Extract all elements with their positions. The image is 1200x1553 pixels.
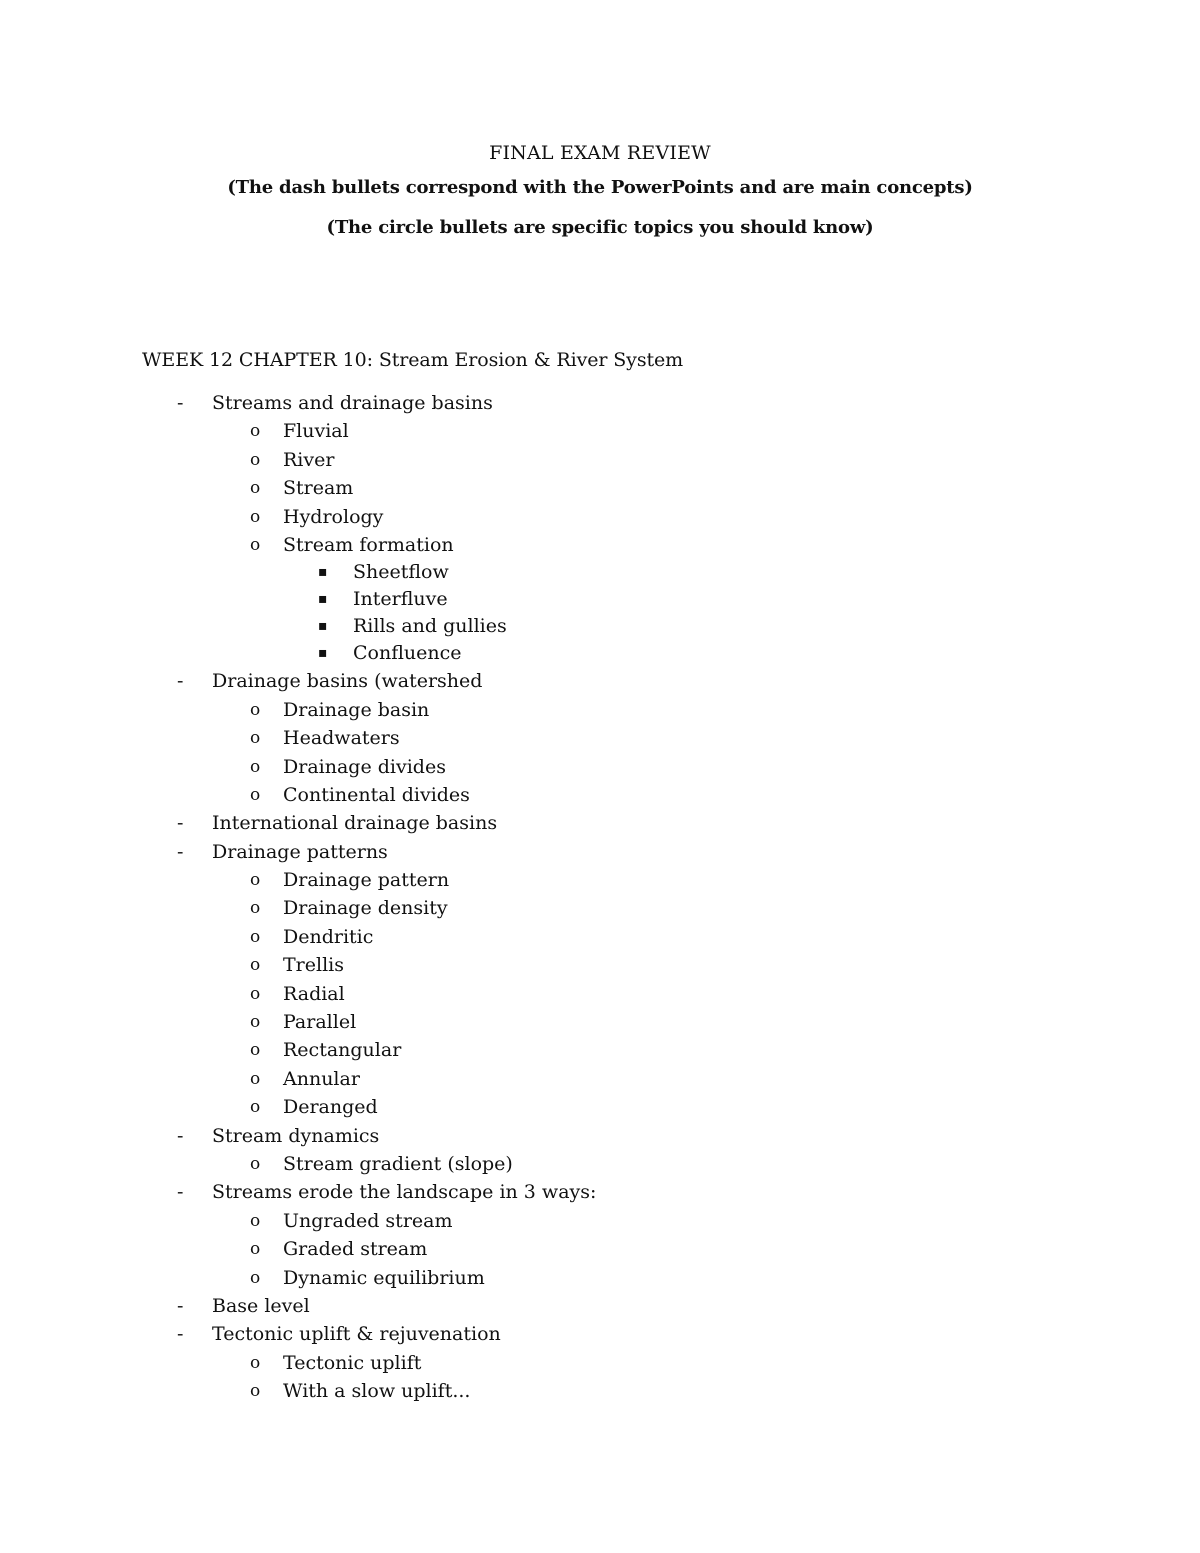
subtitle-circle-bullets: (The circle bullets are specific topics you should know) xyxy=(326,217,874,238)
outline-item-level-2 xyxy=(142,1349,1142,1377)
outline-item-text: Headwaters xyxy=(283,727,400,750)
outline-item-text: Drainage patterns xyxy=(212,840,388,863)
outline-item-level-2 xyxy=(142,1065,1142,1093)
outline-item-text: Ungraded stream xyxy=(283,1209,453,1232)
outline-item-level-2 xyxy=(142,1036,1142,1064)
subtitle-dash-bullets: (The dash bullets correspond with the PowerPoints and are main concepts) xyxy=(227,177,973,198)
circle-bullet: o xyxy=(250,1352,261,1373)
circle-bullet: o xyxy=(250,983,261,1004)
outline-item-text: Tectonic uplift & rejuvenation xyxy=(212,1323,501,1346)
outline-item-level-2 xyxy=(142,417,1142,445)
page-title: FINAL EXAM REVIEW xyxy=(489,142,711,164)
circle-bullet: o xyxy=(250,1239,261,1260)
outline-item-text: Stream formation xyxy=(283,533,454,556)
dash-bullet: - xyxy=(177,670,184,693)
outline-item-text: Drainage basins (watershed xyxy=(212,670,483,693)
square-bullet: ▪ xyxy=(318,591,328,608)
circle-bullet: o xyxy=(250,1040,261,1061)
outline-item-level-2 xyxy=(142,446,1142,474)
outline-item-level-2 xyxy=(142,1264,1142,1292)
outline-item-text: International drainage basins xyxy=(212,812,498,835)
outline-item-text: Stream dynamics xyxy=(212,1124,380,1147)
outline-item-text: Dynamic equilibrium xyxy=(283,1266,485,1289)
circle-bullet: o xyxy=(250,898,261,919)
outline-item-level-2 xyxy=(142,1093,1142,1121)
outline-item-text: Trellis xyxy=(283,954,344,977)
circle-bullet: o xyxy=(250,1267,261,1288)
circle-bullet: o xyxy=(250,506,261,527)
outline-item-level-2 xyxy=(142,781,1142,809)
outline-item-text: Dendritic xyxy=(283,925,374,948)
outline-item-level-3 xyxy=(142,613,1142,640)
outline-item-level-1 xyxy=(142,1292,1142,1320)
outline-item-level-1 xyxy=(142,667,1142,695)
outline-item-text: Stream xyxy=(283,477,354,500)
circle-bullet: o xyxy=(250,1097,261,1118)
outline-item-text: Interfluve xyxy=(353,588,448,611)
circle-bullet: o xyxy=(250,955,261,976)
dash-bullet: - xyxy=(177,1124,184,1147)
outline-item-text: Stream gradient (slope) xyxy=(283,1152,513,1175)
dash-bullet: - xyxy=(177,1294,184,1317)
outline-item-level-2 xyxy=(142,1377,1142,1405)
outline-item-level-2 xyxy=(142,866,1142,894)
outline-item-level-2 xyxy=(142,1207,1142,1235)
outline-item-text: Drainage basin xyxy=(283,698,430,721)
outline-item-level-2 xyxy=(142,474,1142,502)
circle-bullet: o xyxy=(250,1012,261,1033)
circle-bullet: o xyxy=(250,870,261,891)
outline-item-level-3 xyxy=(142,586,1142,613)
outline-item-level-2 xyxy=(142,894,1142,922)
dash-bullet: - xyxy=(177,812,184,835)
circle-bullet: o xyxy=(250,1068,261,1089)
outline-item-level-1 xyxy=(142,389,1142,417)
outline-item-level-2 xyxy=(142,1235,1142,1263)
outline-item-text: Tectonic uplift xyxy=(283,1351,422,1374)
document-header xyxy=(0,138,1200,248)
circle-bullet: o xyxy=(250,534,261,555)
circle-bullet: o xyxy=(250,699,261,720)
outline-item-level-1 xyxy=(142,1178,1142,1206)
outline-item-text: With a slow uplift... xyxy=(283,1380,471,1403)
dash-bullet: - xyxy=(177,1181,184,1204)
outline-item-level-1 xyxy=(142,1122,1142,1150)
outline-item-level-3 xyxy=(142,640,1142,667)
circle-bullet: o xyxy=(250,926,261,947)
outline-item-text: Base level xyxy=(212,1294,310,1317)
square-bullet: ▪ xyxy=(318,564,328,581)
dash-bullet: - xyxy=(177,1323,184,1346)
outline-list xyxy=(142,389,1142,1406)
circle-bullet: o xyxy=(250,449,261,470)
outline-item-text: Confluence xyxy=(353,642,462,665)
section-heading: WEEK 12 CHAPTER 10: Stream Erosion & River System xyxy=(142,349,684,371)
circle-bullet: o xyxy=(250,1381,261,1402)
outline-item-text: Continental divides xyxy=(283,783,470,806)
outline-item-level-2 xyxy=(142,1150,1142,1178)
outline-item-text: River xyxy=(283,448,335,471)
outline-item-level-2 xyxy=(142,980,1142,1008)
outline-item-text: Graded stream xyxy=(283,1238,428,1261)
outline-item-level-1 xyxy=(142,809,1142,837)
outline-item-text: Radial xyxy=(283,982,345,1005)
outline-item-text: Fluvial xyxy=(283,420,349,443)
outline-item-text: Streams and drainage basins xyxy=(212,392,493,414)
outline-item-text: Rectangular xyxy=(283,1039,402,1062)
square-bullet: ▪ xyxy=(318,645,328,662)
circle-bullet: o xyxy=(250,478,261,499)
outline-item-text: Drainage pattern xyxy=(283,869,450,892)
circle-bullet: o xyxy=(250,728,261,749)
week-12-section xyxy=(142,345,1142,1406)
circle-bullet: o xyxy=(250,784,261,805)
outline-item-level-2 xyxy=(142,724,1142,752)
outline-item-text: Sheetflow xyxy=(353,561,449,584)
circle-bullet: o xyxy=(250,1153,261,1174)
outline-item-text: Hydrology xyxy=(283,505,384,528)
outline-item-text: Rills and gullies xyxy=(353,615,507,638)
circle-bullet: o xyxy=(250,1210,261,1231)
outline-item-level-2 xyxy=(142,531,1142,559)
circle-bullet: o xyxy=(250,421,261,442)
outline-item-level-2 xyxy=(142,923,1142,951)
dash-bullet: - xyxy=(177,840,184,863)
outline-item-text: Streams erode the landscape in 3 ways: xyxy=(212,1181,597,1204)
circle-bullet: o xyxy=(250,756,261,777)
outline-item-level-1 xyxy=(142,838,1142,866)
outline-item-text: Annular xyxy=(283,1067,360,1090)
square-bullet: ▪ xyxy=(318,618,328,635)
outline-item-level-2 xyxy=(142,1008,1142,1036)
outline-item-text: Drainage divides xyxy=(283,755,446,778)
outline-item-text: Parallel xyxy=(283,1011,357,1034)
outline-item-level-3 xyxy=(142,559,1142,586)
outline-item-level-2 xyxy=(142,503,1142,531)
dash-bullet: - xyxy=(177,392,184,414)
outline-item-level-2 xyxy=(142,753,1142,781)
outline-item-text: Deranged xyxy=(283,1096,378,1119)
outline-item-level-1 xyxy=(142,1320,1142,1348)
outline-item-level-2 xyxy=(142,696,1142,724)
outline-item-level-2 xyxy=(142,951,1142,979)
outline-item-text: Drainage density xyxy=(283,897,448,920)
